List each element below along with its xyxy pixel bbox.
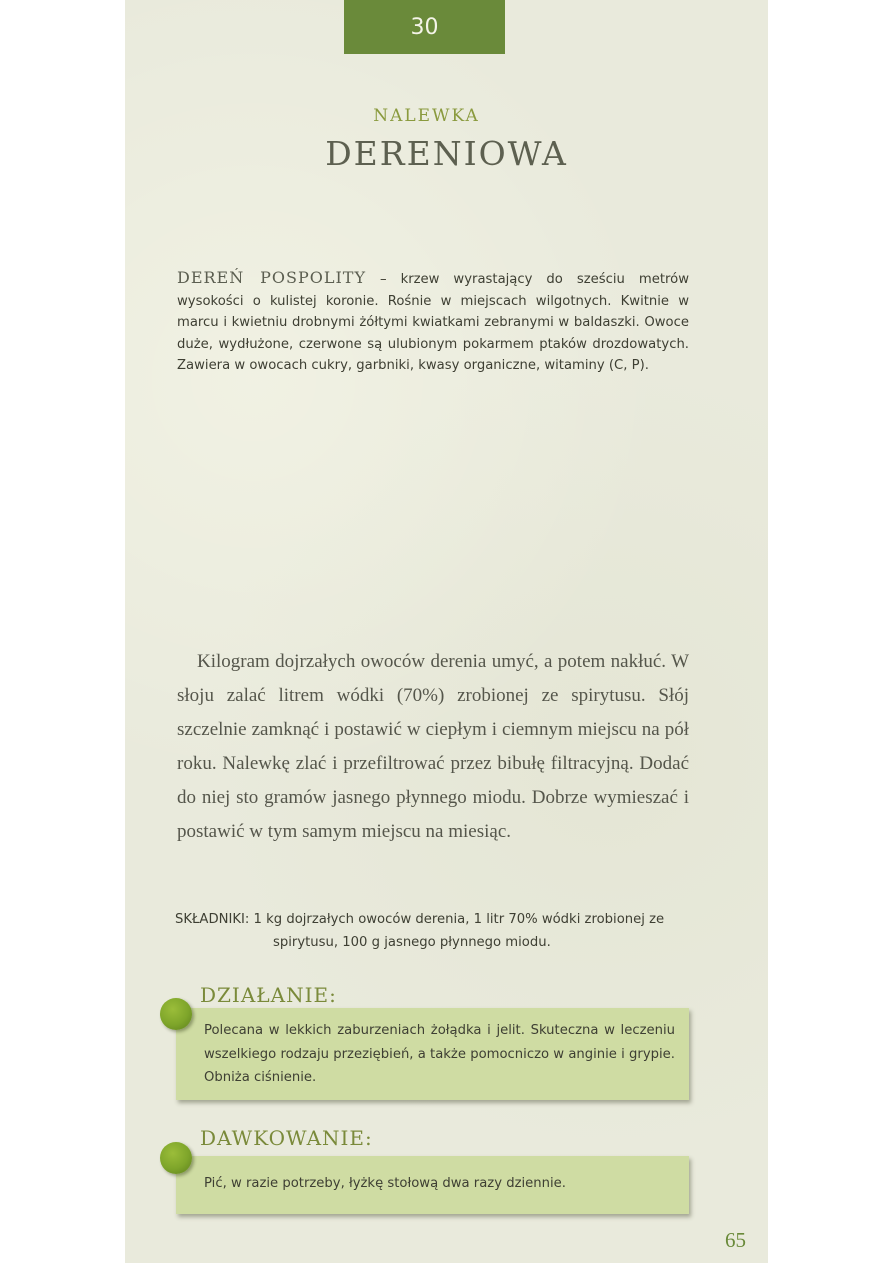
recipe-instructions: Kilogram dojrzałych owoców derenia umyć, a potem nakłuć. W słoju zalać litrem wódki (70%) zrobionej ze spirytusu. Słój szczelnie zamknąć i postawić w ciepłym i ciemnym miejscu na pół roku. Nalewkę zlać i przefiltrować przez bibułę filtracyjną. Dodać do niej sto gramów jasnego płynnego miodu. Dobrze wymieszać i postawić w tym samym miejscu na miesiąc. (177, 651, 689, 842)
chapter-number: 30 (410, 14, 439, 40)
ingredients (175, 908, 695, 954)
page-number: 65 (725, 1228, 746, 1252)
dosage-text: Pić, w razie potrzeby, łyżkę stołową dwa razy dziennie. (204, 1176, 566, 1191)
plant-name: DEREŃ POSPOLITY (177, 268, 367, 287)
dosage-box (176, 1156, 689, 1214)
plant-description-text: – krzew wyrastający do sześciu metrów wysokości o kulistej koronie. Rośnie w miejscach wilgotnych. Kwitnie w marcu i kwietniu drobnymi żółtymi kwiatkami zebranymi w baldaszki. Owoce duże, wydłużone, czerwone są ulubionym pokarmem ptaków drozdowatych. Zawiera w owocach cukry, garbniki, kwasy organiczne, witaminy (C, P). (177, 272, 689, 373)
section-heading-dosage: DAWKOWANIE: (200, 1126, 373, 1150)
chapter-number-tab (344, 0, 505, 54)
action-text: Polecana w lekkich zaburzeniach żołądka i jelit. Skuteczna w leczeniu wszelkiego rodzaju przeziębień, a także pomocniczo w anginie i grypie. Obniża ciśnienie. (204, 1023, 675, 1085)
action-box (176, 1008, 689, 1100)
recipe-title: DERENIOWA (325, 134, 568, 173)
ingredients-label: SKŁADNIKI: (175, 912, 250, 927)
plant-description (177, 267, 689, 377)
bullet-dot-icon (160, 998, 192, 1030)
ingredients-text: 1 kg dojrzałych owoców derenia, 1 litr 70% wódki zrobionej ze spirytusu, 100 g jasnego płynnego miodu. (249, 912, 665, 950)
section-heading-action: DZIAŁANIE: (200, 983, 337, 1007)
book-page (125, 0, 768, 1263)
bullet-dot-icon (160, 1142, 192, 1174)
recipe-subtitle: NALEWKA (373, 106, 480, 126)
